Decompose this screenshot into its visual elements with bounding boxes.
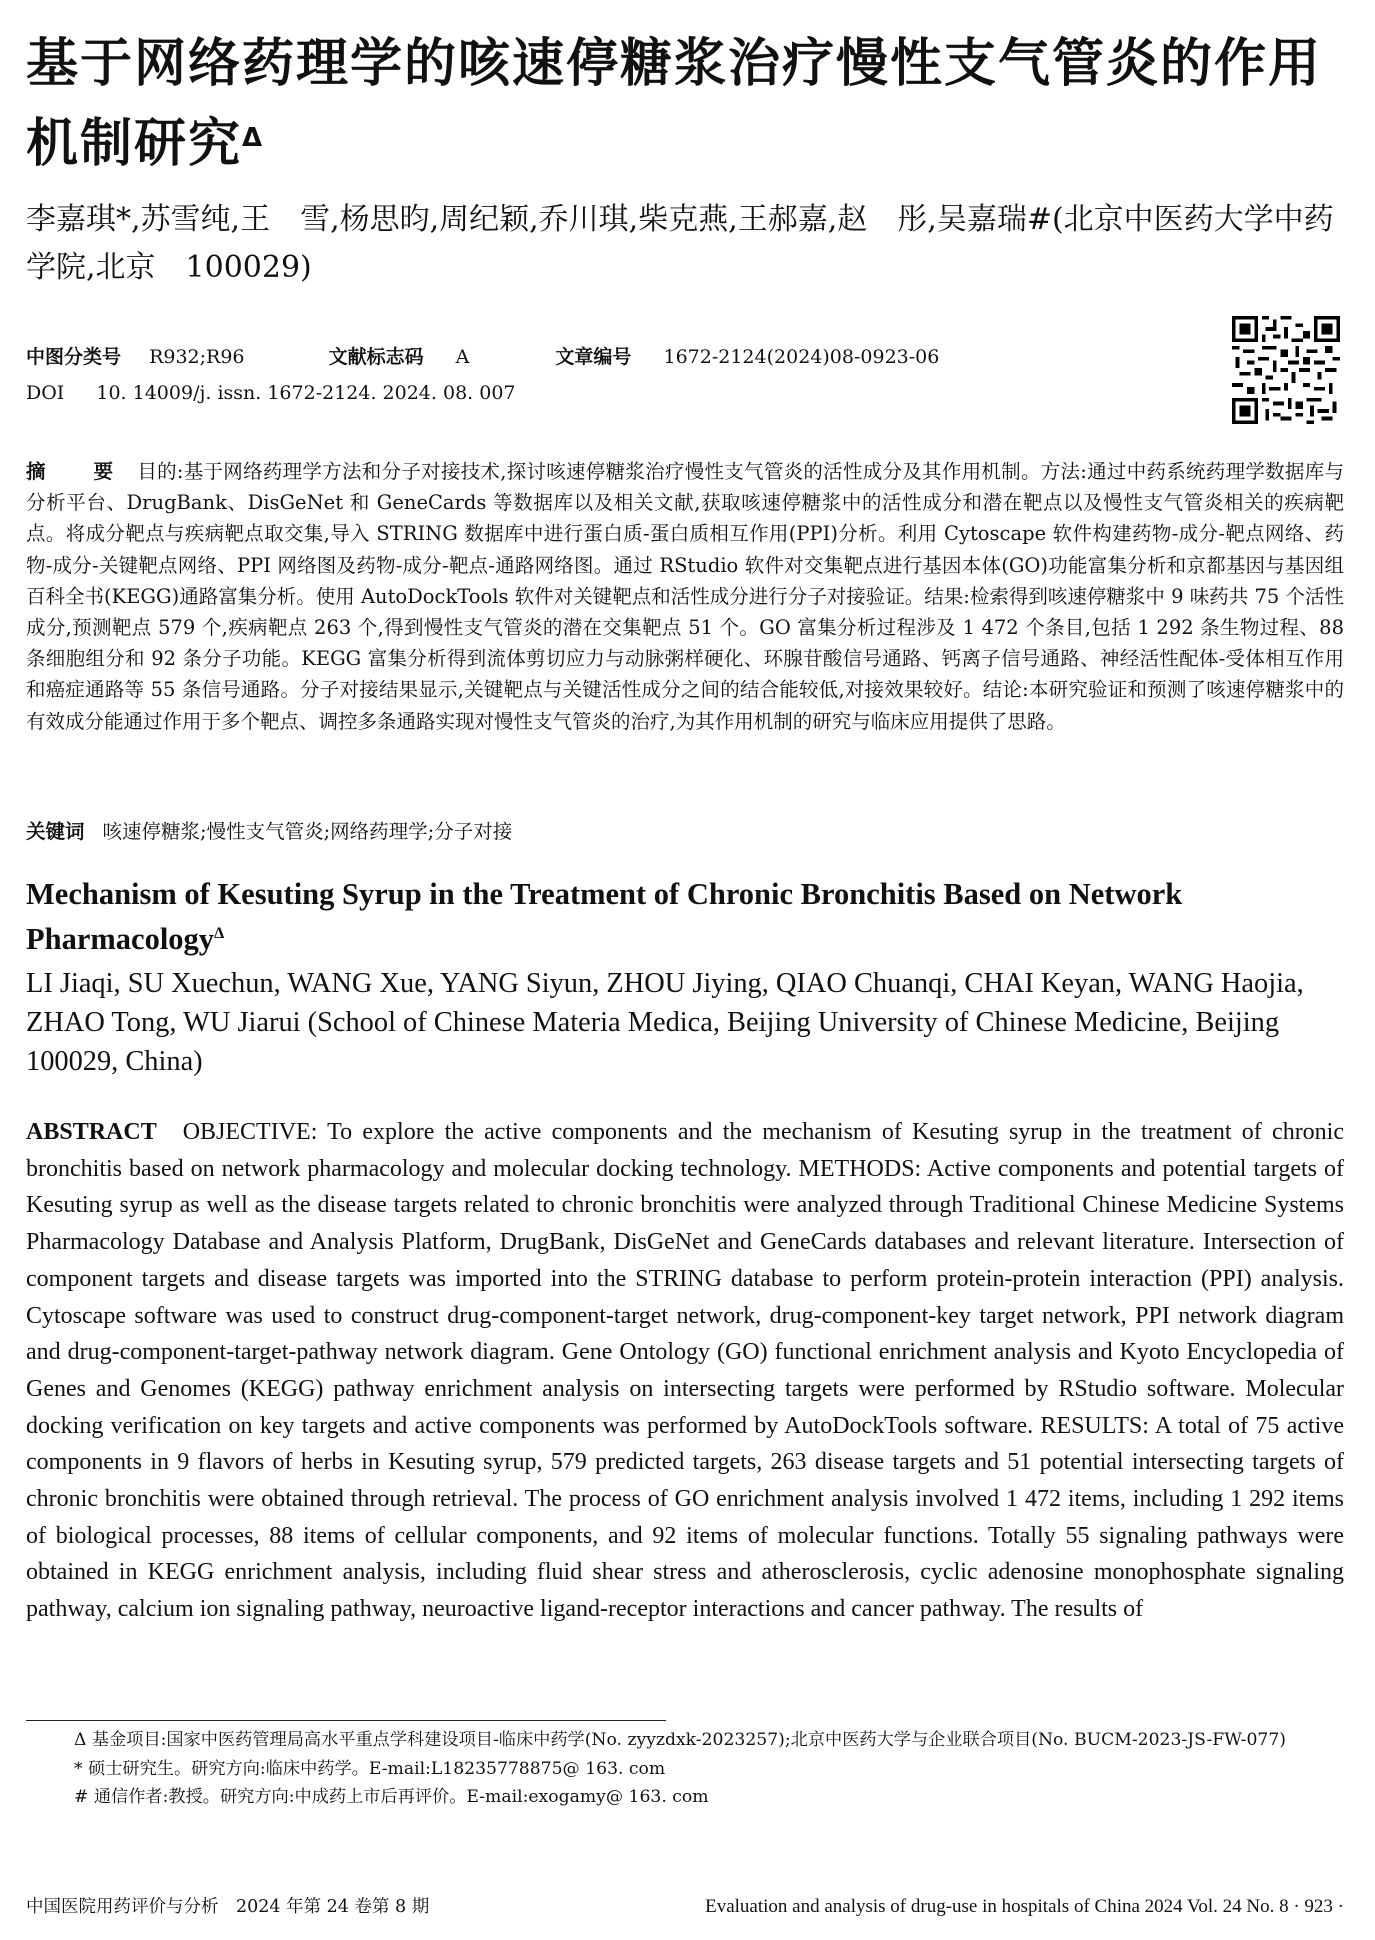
footnotes xyxy=(26,1726,1344,1812)
chinese-abstract xyxy=(26,456,1344,737)
english-title-text: Mechanism of Kesuting Syrup in the Treatment of Chronic Bronchitis Based on Network Pharmacology xyxy=(26,877,1183,957)
footer-journal-en: Evaluation and analysis of drug-use in hospitals of China 2024 Vol. 24 No. 8 · 923 · xyxy=(705,1896,1344,1917)
qr-code-icon xyxy=(1232,316,1340,424)
doi-row xyxy=(26,380,516,406)
chinese-abstract-label: 摘 要 xyxy=(26,460,128,483)
footnote-divider xyxy=(26,1720,666,1721)
classification-row xyxy=(26,344,939,370)
clc-value: R932;R96 xyxy=(149,346,245,368)
chinese-abstract-text: 目的:基于网络药理学方法和分子对接技术,探讨咳速停糖浆治疗慢性支气管炎的活性成分及其作用机制。方法:通过中药系统药理学数据库与分析平台、DrugBank、DisGeNet 和 GeneCards 等数据库以及相关文献,获取咳速停糖浆中的活性成分和潜在靶点以及慢性支气管炎相关的疾病靶点。将成分靶点与疾病靶点取交集,导入 STRING 数据库中进行蛋白质-蛋白质相互作用(PPI)分析。利用 Cytoscape 软件构建药物-成分-靶点网络、药物-成分-关键靶点网络、PPI 网络图及药物-成分-靶点-通路网络图。通过 RStudio 软件对交集靶点进行基因本体(GO)功能富集分析和京都基因与基因组百科全书(KEGG)通路富集分析。使用 AutoDockTools 软件对关键靶点和活性成分进行分子对接验证。结果:检索得到咳速停糖浆中 9 味药共 75 个活性成分,预测靶点 579 个,疾病靶点 263 个,得到慢性支气管炎的潜在交集靶点 51 个。GO 富集分析过程涉及 1 472 个条目,包括 1 292 条生物过程、88 条细胞组分和 92 条分子功能。KEGG 富集分析得到流体剪切应力与动脉粥样硬化、环腺苷酸信号通路、钙离子信号通路、神经活性配体-受体相互作用和癌症通路等 55 条信号通路。分子对接结果显示,关键靶点与关键活性成分之间的结合能较低,对接效果较好。结论:本研究验证和预测了咳速停糖浆中的有效成分能通过作用于多个靶点、调控多条通路实现对慢性支气管炎的治疗,为其作用机制的研究与临床应用提供了思路。 xyxy=(26,460,1344,733)
clc-label: 中图分类号 xyxy=(26,346,122,368)
chinese-authors: 李嘉琪*,苏雪纯,王 雪,杨思昀,周纪颖,乔川琪,柴克燕,王郝嘉,赵 彤,吴嘉瑞#(北京中医药大学中药学院,北京 100029) xyxy=(26,202,1334,285)
english-abstract xyxy=(26,1114,1344,1628)
keywords-label: 关键词 xyxy=(26,820,85,843)
chinese-keywords xyxy=(26,816,1344,847)
english-abstract-text: OBJECTIVE: To explore the active components and the mechanism of Kesuting syrup in the treatment of chronic bronchitis based on network pharmacology and molecular docking technology. METHODS: Active components and potential targets of Kesuting syrup as well as the disease targets related to chronic bronchitis were analyzed through Traditional Chinese Medicine Systems Pharmacology Database and Analysis Platform, DrugBank, DisGeNet and GeneCards databases and relevant literature. Intersection of component targets and disease targets was imported into the STRING database to perform protein-protein interaction (PPI) analysis. Cytoscape software was used to construct drug-component-target network, drug-component-key target network, PPI network diagram and drug-component-target-pathway network diagram. Gene Ontology (GO) functional enrichment analysis and Kyoto Encyclopedia of Genes and Genomes (KEGG) pathway enrichment analysis on intersecting targets were performed by RStudio software. Molecular docking verification on key targets and active components was performed by AutoDockTools software. RESULTS: A total of 75 active components in 9 flavors of herbs in Kesuting syrup, 579 predicted targets, 263 disease targets and 51 potential intersecting targets of chronic bronchitis were obtained through retrieval. The process of GO enrichment analysis involved 1 472 items, including 1 292 items of biological processes, 88 items of cellular components, and 92 items of molecular functions. Totally 55 signaling pathways were obtained in KEGG enrichment analysis, including fluid shear stress and atherosclerosis, cyclic adenosine monophosphate signaling pathway, calcium ion signaling pathway, neuroactive ligand-receptor interactions and cancer pathway. The results of xyxy=(26,1119,1344,1623)
english-authors: LI Jiaqi, SU Xuechun, WANG Xue, YANG Siyun, ZHOU Jiying, QIAO Chuanqi, CHAI Keyan, WANG Haojia, ZHAO Tong, WU Jiarui (School of Chinese Materia Medica, Beijing University of Chinese Medicine, Beijing 100029, China) xyxy=(26,968,1304,1077)
keywords-text: 咳速停糖浆;慢性支气管炎;网络药理学;分子对接 xyxy=(102,820,513,843)
doi-label: DOI xyxy=(26,382,65,404)
doc-code-value: A xyxy=(455,346,470,368)
english-title xyxy=(26,874,1344,959)
chinese-title-text: 基于网络药理学的咳速停糖浆治疗慢性支气管炎的作用机制研究 xyxy=(26,34,1323,174)
doc-code-label: 文献标志码 xyxy=(328,346,424,368)
footnote-fund: Δ 基金项目:国家中医药管理局高水平重点学科建设项目-临床中药学(No. zyyzdxk-2023257);北京中医药大学与企业联合项目(No. BUCM-2023-JS-FW-077) xyxy=(74,1730,1286,1750)
footer-journal-cn: 中国医院用药评价与分析 2024 年第 24 卷第 8 期 xyxy=(26,1897,430,1917)
chinese-title xyxy=(26,24,1346,184)
article-number-label: 文章编号 xyxy=(555,346,632,368)
footnote-first-author: * 硕士研究生。研究方向:临床中药学。E-mail:L18235778875@ 163. com xyxy=(74,1758,666,1779)
article-number-value: 1672-2124(2024)08-0923-06 xyxy=(663,346,940,368)
title-fund-mark: Δ xyxy=(242,123,265,153)
doi-value: 10. 14009/j. issn. 1672-2124. 2024. 08. 007 xyxy=(96,382,516,404)
footnote-corresponding-author: # 通信作者:教授。研究方向:中成药上市后再评价。E-mail:exogamy@ 163. com xyxy=(74,1787,709,1807)
english-abstract-label: ABSTRACT xyxy=(26,1119,157,1145)
english-title-fund-mark: Δ xyxy=(214,925,225,942)
